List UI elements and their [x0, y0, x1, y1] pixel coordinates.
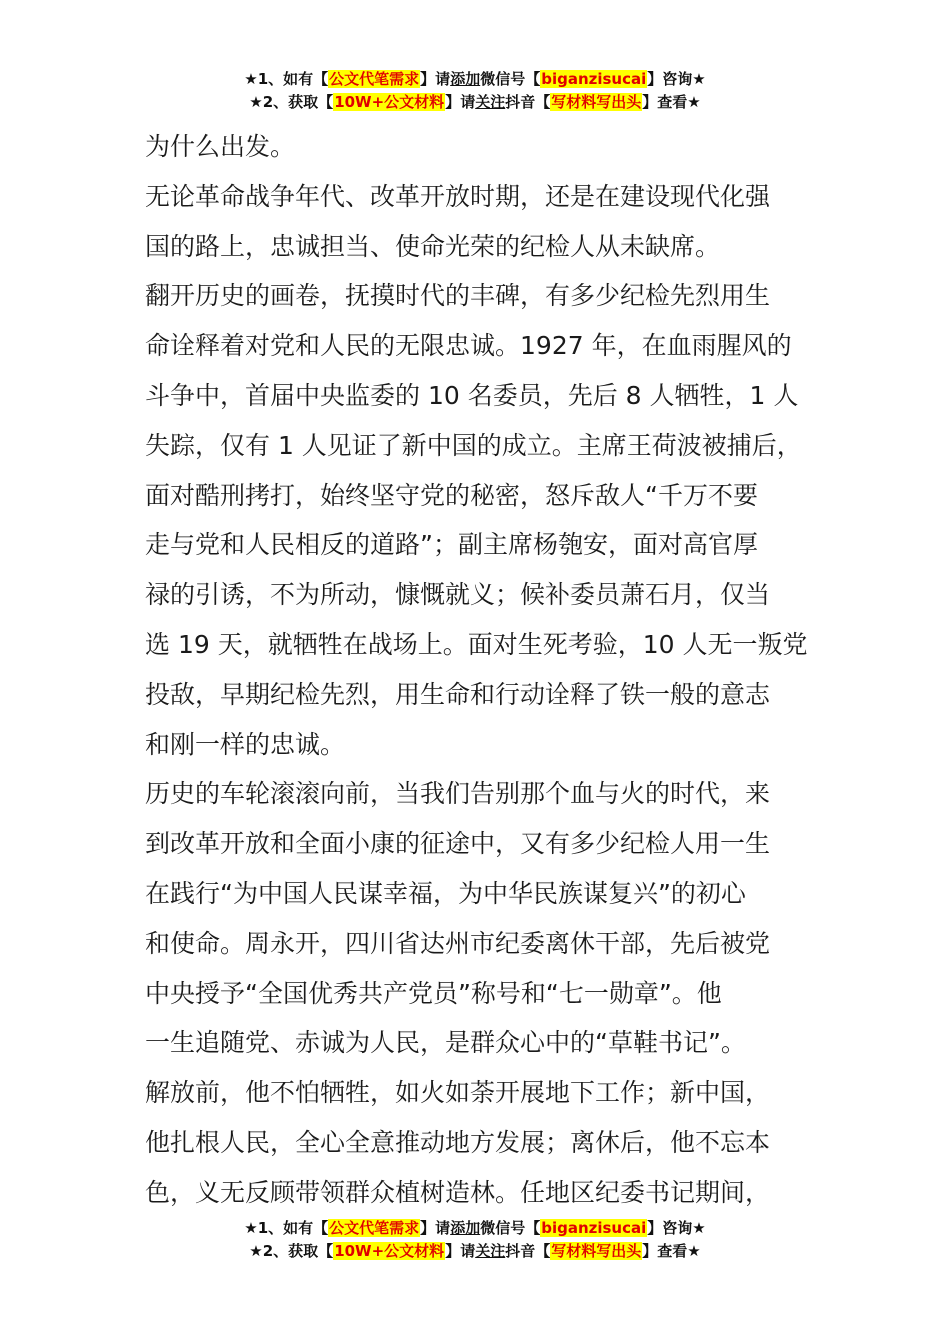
- body-line: 投敌，早期纪检先烈，用生命和行动诠释了铁一般的意志: [145, 679, 771, 709]
- promo-text: 】咨询★: [647, 70, 706, 88]
- promo-line-1: [0, 68, 950, 91]
- body-line: 失踪，仅有 1 人见证了新中国的成立。主席王荷波被捕后，: [145, 430, 802, 460]
- promo-underline: 添加: [450, 1219, 481, 1237]
- body-line: 禄的引诱，不为所动，慷慨就义；候补委员萧石月，仅当: [145, 580, 771, 610]
- promo-text: 抖音【: [505, 93, 551, 111]
- promo-underline: 添加: [450, 70, 481, 88]
- promo-header: [0, 68, 950, 114]
- promo-text: 】请: [445, 1242, 476, 1260]
- promo-text: 】请: [420, 70, 451, 88]
- promo-text: ★1、如有【: [244, 70, 329, 88]
- body-line: 色，义无反顾带领群众植树造林。任地区纪委书记期间，: [145, 1177, 771, 1207]
- body-line: 走与党和人民相反的道路”；副主席杨匏安，面对高官厚: [145, 530, 758, 560]
- promo-highlight-materials: 10W+公文材料: [334, 1242, 445, 1260]
- body-line: 一生追随党、赤诚为人民，是群众心中的“草鞋书记”。: [145, 1028, 746, 1058]
- promo-highlight-wechat-id: biganzisucai: [541, 1219, 647, 1237]
- promo-highlight-wechat-id: biganzisucai: [541, 70, 647, 88]
- body-line: 斗争中，首届中央监委的 10 名委员，先后 8 人牺牲，1 人: [145, 380, 799, 410]
- promo-text: 微信号【: [480, 70, 541, 88]
- body-line: 他扎根人民，全心全意推动地方发展；离休后，他不忘本: [145, 1127, 771, 1157]
- promo-line-2: [0, 1240, 950, 1263]
- body-line: 为什么出发。: [145, 132, 296, 161]
- document-body: [145, 122, 810, 1218]
- promo-text: 】请: [420, 1219, 451, 1237]
- promo-text: ★2、获取【: [249, 1242, 334, 1260]
- promo-underline: 关注: [475, 93, 506, 111]
- promo-text: ★1、如有【: [244, 1219, 329, 1237]
- body-line: 和使命。周永开，四川省达州市纪委离休干部，先后被党: [145, 928, 771, 958]
- body-line: 面对酷刑拷打，始终坚守党的秘密，怒斥敌人“千万不要: [145, 480, 758, 510]
- body-line: 到改革开放和全面小康的征途中，又有多少纪检人用一生: [145, 829, 771, 859]
- body-line: 翻开历史的画卷，抚摸时代的丰碑，有多少纪检先烈用生: [145, 281, 771, 311]
- promo-highlight-douyin: 写材料写出头: [551, 1242, 642, 1260]
- body-line: 历史的车轮滚滚向前，当我们告别那个血与火的时代，来: [145, 779, 771, 809]
- promo-footer: [0, 1217, 950, 1263]
- body-line: 和刚一样的忠诚。: [145, 729, 346, 759]
- body-line: 无论革命战争年代、改革开放时期，还是在建设现代化强: [145, 181, 771, 211]
- promo-highlight-service: 公文代笔需求: [329, 70, 420, 88]
- promo-text: 抖音【: [505, 1242, 551, 1260]
- body-line: 选 19 天，就牺牲在战场上。面对生死考验，10 人无一叛党: [145, 629, 808, 659]
- body-line: 命诠释着对党和人民的无限忠诚。1927 年，在血雨腥风的: [145, 331, 792, 361]
- promo-text: 】咨询★: [647, 1219, 706, 1237]
- body-line: 在践行“为中国人民谋幸福，为中华民族谋复兴”的初心: [145, 878, 746, 908]
- promo-highlight-service: 公文代笔需求: [329, 1219, 420, 1237]
- promo-text: ★2、获取【: [249, 93, 334, 111]
- promo-text: 】查看★: [642, 1242, 701, 1260]
- promo-line-2: [0, 91, 950, 114]
- promo-highlight-materials: 10W+公文材料: [334, 93, 445, 111]
- promo-underline: 关注: [475, 1242, 506, 1260]
- promo-highlight-douyin: 写材料写出头: [551, 93, 642, 111]
- promo-line-1: [0, 1217, 950, 1240]
- promo-text: 】查看★: [642, 93, 701, 111]
- promo-text: 】请: [445, 93, 476, 111]
- body-line: 解放前，他不怕牺牲，如火如荼开展地下工作；新中国，: [145, 1078, 771, 1108]
- body-line: 中央授予“全国优秀共产党员”称号和“七一勋章”。他: [145, 978, 722, 1008]
- promo-text: 微信号【: [480, 1219, 541, 1237]
- body-line: 国的路上，忠诚担当、使命光荣的纪检人从未缺席。: [145, 231, 721, 261]
